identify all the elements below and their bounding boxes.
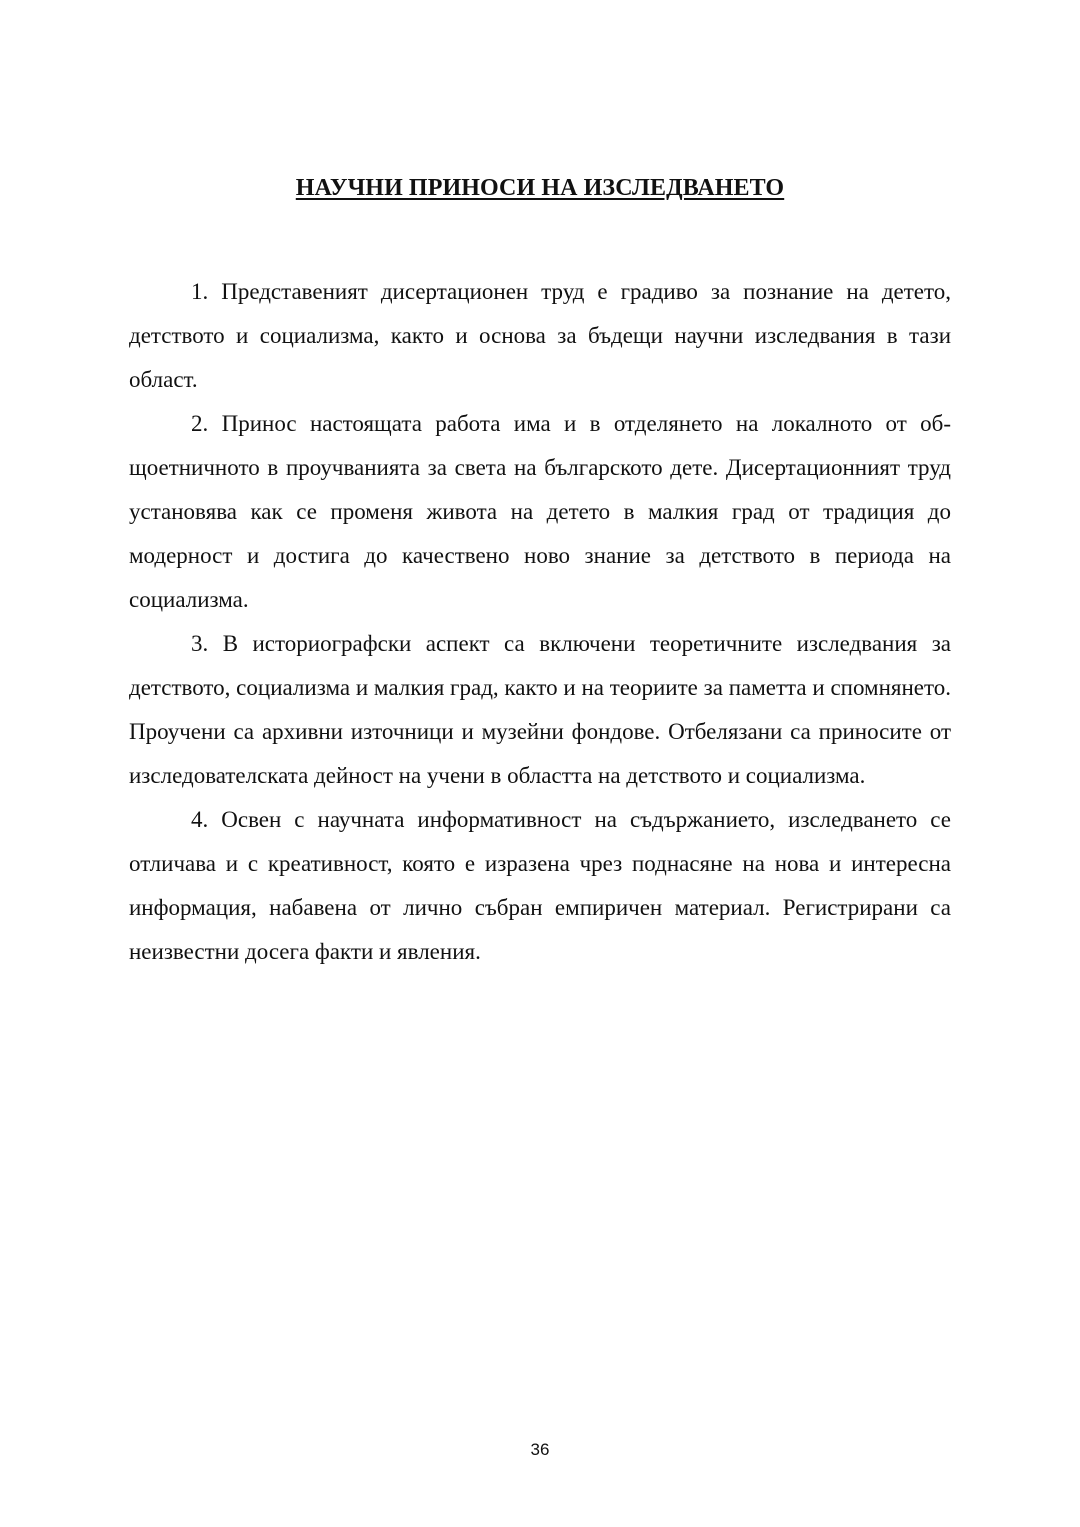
- paragraph-contribution-1: 1. Представеният дисертационен труд е градиво за познание на детето, детството и социализма, както и основа за бъдещи научни изследвания в тази област.: [129, 279, 951, 392]
- paragraph-contribution-2: 2. Принос настоящата работа има и в отделянето на локалното от общоетничното в проучванията за света на българското дете. Дисертационният труд установява как се променя живота на детето в малкия град от традиция до модерност и достига до качествено ново знание за детството в периода на социализма.: [129, 411, 951, 612]
- page-title: НАУЧНИ ПРИНОСИ НА ИЗСЛЕДВАНЕТО: [295, 175, 785, 201]
- page-number: 36: [530, 1440, 550, 1459]
- document-body: [129, 270, 951, 974]
- paragraph-contribution-3: 3. В историографски аспект са включени теоретичните изследвания за детството, социализма и малкия град, както и на теориите за паметта и спомнянето. Проучени са архивни източници и музейни фондове. Отбелязани са приносите от изследователската дейност на учени в областта на детството и социализма.: [129, 631, 951, 788]
- paragraph-contribution-4: 4. Освен с научната информативност на съдържанието, изследването се отличава и с креативност, която е изразена чрез поднасяне на нова и интересна информация, набавена от лично събран емпиричен материал. Регистрирани са неизвестни досега факти и явления.: [129, 807, 951, 964]
